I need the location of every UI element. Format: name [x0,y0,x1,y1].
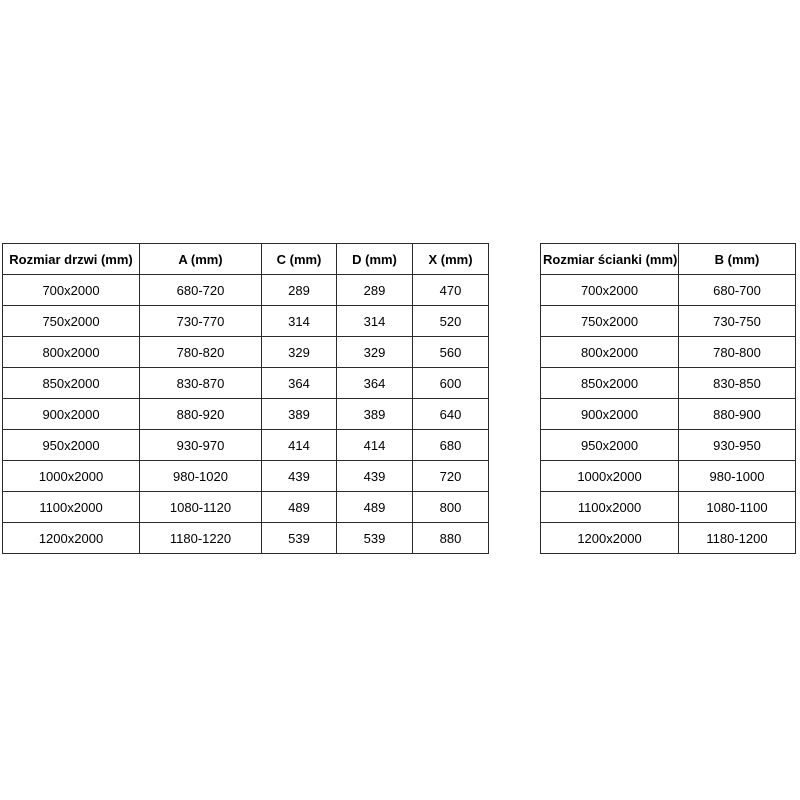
cell: 1100x2000 [541,492,679,523]
cell: 800 [413,492,489,523]
cell: 780-800 [679,337,796,368]
table-row [541,523,796,554]
cell: 680-700 [679,275,796,306]
table-row [3,399,489,430]
cell: 730-770 [140,306,262,337]
cell: 780-820 [140,337,262,368]
cell: 680 [413,430,489,461]
header-cell-d: D (mm) [337,244,413,275]
header-cell-a: A (mm) [140,244,262,275]
cell: 950x2000 [3,430,140,461]
cell: 314 [337,306,413,337]
cell: 1180-1200 [679,523,796,554]
cell: 980-1020 [140,461,262,492]
cell: 1200x2000 [3,523,140,554]
cell: 930-950 [679,430,796,461]
cell: 439 [262,461,337,492]
cell: 880-900 [679,399,796,430]
cell: 489 [262,492,337,523]
cell: 1100x2000 [3,492,140,523]
table-row [541,368,796,399]
wall-sizes-table [540,243,796,554]
table-row [3,492,489,523]
table-row [541,430,796,461]
table-row [541,306,796,337]
cell: 900x2000 [541,399,679,430]
cell: 1000x2000 [3,461,140,492]
cell: 640 [413,399,489,430]
cell: 1080-1100 [679,492,796,523]
cell: 700x2000 [3,275,140,306]
cell: 600 [413,368,489,399]
cell: 1080-1120 [140,492,262,523]
header-cell-b: B (mm) [679,244,796,275]
table-row [3,368,489,399]
cell: 830-850 [679,368,796,399]
cell: 364 [262,368,337,399]
cell: 364 [337,368,413,399]
cell: 289 [337,275,413,306]
cell: 520 [413,306,489,337]
cell: 539 [262,523,337,554]
table-row [541,337,796,368]
header-cell-rozmiar-drzwi: Rozmiar drzwi (mm) [3,244,140,275]
table-header-row [541,244,796,275]
cell: 800x2000 [3,337,140,368]
cell: 1200x2000 [541,523,679,554]
header-cell-rozmiar-scianki: Rozmiar ścianki (mm) [541,244,679,275]
cell: 800x2000 [541,337,679,368]
table-row [3,275,489,306]
table-header-row [3,244,489,275]
cell: 700x2000 [541,275,679,306]
cell: 314 [262,306,337,337]
table-row [3,461,489,492]
cell: 880-920 [140,399,262,430]
cell: 414 [262,430,337,461]
cell: 880 [413,523,489,554]
cell: 750x2000 [541,306,679,337]
cell: 1000x2000 [541,461,679,492]
cell: 539 [337,523,413,554]
cell: 930-970 [140,430,262,461]
table-row [3,430,489,461]
door-sizes-table [2,243,489,554]
cell: 560 [413,337,489,368]
header-cell-c: C (mm) [262,244,337,275]
cell: 470 [413,275,489,306]
cell: 289 [262,275,337,306]
cell: 730-750 [679,306,796,337]
cell: 850x2000 [3,368,140,399]
table-row [541,492,796,523]
cell: 750x2000 [3,306,140,337]
table-row [541,461,796,492]
table-row [541,275,796,306]
cell: 389 [262,399,337,430]
cell: 980-1000 [679,461,796,492]
cell: 900x2000 [3,399,140,430]
table-row [3,523,489,554]
table-row [541,399,796,430]
cell: 1180-1220 [140,523,262,554]
cell: 414 [337,430,413,461]
cell: 830-870 [140,368,262,399]
cell: 389 [337,399,413,430]
cell: 329 [262,337,337,368]
cell: 489 [337,492,413,523]
header-cell-x: X (mm) [413,244,489,275]
cell: 720 [413,461,489,492]
table-row [3,306,489,337]
cell: 950x2000 [541,430,679,461]
table-row [3,337,489,368]
cell: 680-720 [140,275,262,306]
cell: 329 [337,337,413,368]
cell: 850x2000 [541,368,679,399]
cell: 439 [337,461,413,492]
